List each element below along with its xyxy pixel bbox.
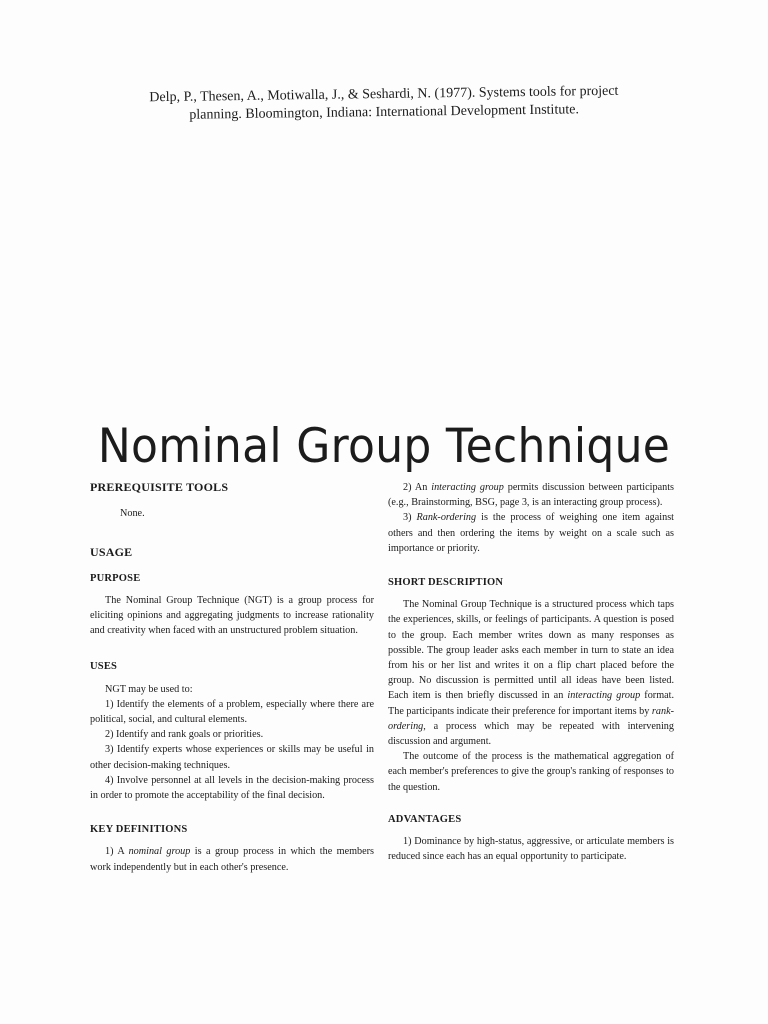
key-definition-2-term: interacting group bbox=[431, 482, 504, 493]
left-column bbox=[90, 480, 374, 875]
short-description-paragraph-2: The outcome of the process is the mathematical aggregation of each member's preferences to give the group's ranking of responses to the question. bbox=[388, 751, 674, 793]
key-definition-3-term: Rank-ordering bbox=[416, 512, 477, 524]
short-description-term-2: rank-ordering bbox=[388, 705, 674, 732]
short-description-text-a: The Nominal Group Technique is a structured process which taps the experiences, skills, or feelings of participants. A question is posed to the group. Each member writes down as many responses as possible. The group leader asks each member in turn to state an idea from his or her list and writes it on a flip chart placed before the group. No discussion is permitted until all ideas have been listed. Each item is then briefly discussed in an bbox=[388, 599, 674, 702]
short-description-paragraph-1 bbox=[388, 597, 674, 749]
uses-item-2: 2) Identify and rank goals or priorities. bbox=[105, 729, 264, 741]
usage-heading: USAGE bbox=[90, 545, 133, 560]
page-title: Nominal Group Technique bbox=[97, 419, 671, 475]
prerequisite-tools-heading: PREREQUISITE TOOLS bbox=[90, 480, 229, 494]
advantages-heading: ADVANTAGES bbox=[388, 813, 462, 825]
citation-line-2: planning. Bloomington, Indiana: International Development Institute. bbox=[189, 102, 580, 123]
prerequisite-tools-value: None. bbox=[120, 508, 145, 520]
uses-item-3: 3) Identify experts whose experiences or skills may be useful in other decision-making techniques. bbox=[90, 744, 374, 771]
short-description-text-c: , a process which may be repeated with intervening discussion and argument. bbox=[388, 720, 674, 748]
citation-line-1: Delp, P., Thesen, A., Motiwalla, J., & Seshardi, N. (1977). Systems tools for project bbox=[149, 83, 619, 106]
right-column bbox=[388, 480, 674, 864]
advantage-1: 1) Dominance by high-status, aggressive, or articulate members is reduced since each has an equal opportunity to participate. bbox=[388, 836, 674, 863]
purpose-text: The Nominal Group Technique (NGT) is a group process for eliciting opinions and aggregating judgments to increase rationality and creativity when faced with an unstructured problem situation. bbox=[90, 594, 374, 637]
key-definition-2-prefix: 2) An bbox=[403, 482, 432, 493]
citation bbox=[0, 81, 768, 128]
key-definitions-heading: KEY DEFINITIONS bbox=[90, 824, 188, 836]
key-definition-2-rest: permits discussion between participants (e.g., Brainstorming, BSG, page 3, is an interacting group process). bbox=[388, 482, 674, 509]
uses-item-1: 1) Identify the elements of a problem, especially where there are political, social, and cultural elements. bbox=[90, 698, 374, 726]
key-definition-1-term: nominal group bbox=[128, 846, 191, 858]
key-definition-3-prefix: 3) bbox=[403, 512, 417, 524]
purpose-heading: PURPOSE bbox=[90, 572, 141, 584]
key-definition-3 bbox=[388, 510, 674, 556]
key-definition-2 bbox=[388, 480, 674, 510]
short-description-text-b: format. The participants indicate their preference for important items by bbox=[388, 690, 675, 717]
key-definition-1-prefix: 1) A bbox=[105, 846, 129, 858]
uses-intro: NGT may be used to: bbox=[105, 683, 193, 695]
short-description-term-1: interacting group bbox=[567, 690, 641, 702]
key-definition-3-rest: is the process of weighing one item against others and then ordering the items by weight on a scale such as importance or priority. bbox=[388, 512, 674, 554]
key-definition-1-rest: is a group process in which the members work independently but in each other's presence. bbox=[90, 846, 375, 873]
short-description-heading: SHORT DESCRIPTION bbox=[388, 577, 504, 589]
uses-item-4: 4) Involve personnel at all levels in the decision-making process in order to promote the acceptability of the final decision. bbox=[90, 774, 374, 802]
uses-heading: USES bbox=[90, 661, 118, 673]
key-definition-1 bbox=[90, 844, 374, 874]
